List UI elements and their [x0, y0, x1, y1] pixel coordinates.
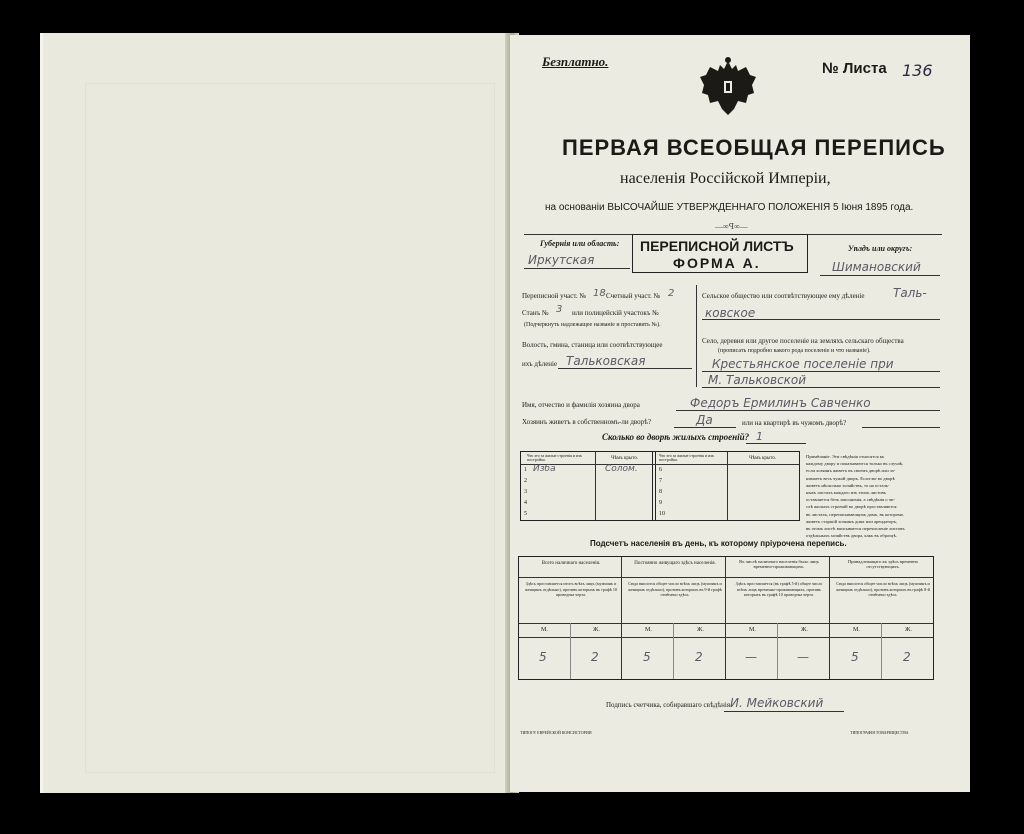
permanent-male-value: 5 — [643, 650, 651, 664]
count-unit-value: 2 — [668, 288, 675, 299]
summary-title: Подсчетъ населенія въ день, къ которому пріурочена перепись. — [590, 539, 847, 548]
summary-col-absent: Принадлежащаго къ здѣсь временно отсутствующихъ. — [847, 559, 919, 570]
buildings-row-num: 7 — [659, 478, 662, 484]
buildings-col-type: Что это за жилые строенія и ихъ постройка. — [659, 453, 715, 463]
temporary-male-value: — — [745, 650, 757, 664]
signature-label: Подпись счетчика, собиравшаго свѣдѣнія — [606, 701, 731, 709]
summary-col-permanent: Постоянно живущаго здѣсь населенія. — [634, 561, 716, 566]
volost-label-2: ихъ дѣленіе — [522, 360, 558, 368]
owner-label: Имя, отчество и фамилія хозяина двора — [522, 401, 640, 409]
volost-value: Тальковская — [566, 354, 646, 368]
buildings-row-num: 10 — [659, 511, 665, 517]
remark-line: если хозяинъ живетъ въ своемъ дворѣ или за- — [806, 468, 896, 474]
ornament-divider: —∞ꟼ∞— — [715, 222, 748, 231]
census-unit-label: Переписной участ. № — [522, 292, 587, 300]
buildings-row1-type: Изба — [533, 464, 556, 474]
buildings-col-roof: Чѣмъ крыто. — [611, 456, 639, 461]
society-label: Сельское общество или соотвѣтствующее ему дѣленіе — [702, 292, 865, 300]
buildings-col-type: Что это за жилые строенія и ихъ постройка. — [527, 453, 583, 463]
remark-line: отдѣльныхъ хозяйствъ двора, какъ въ образцѣ. — [806, 533, 897, 539]
col-female: Ж. — [593, 627, 600, 633]
remark-line: слѣ жилыхъ строеній во дворѣ проставляются — [806, 504, 897, 510]
summary-col-total: Всего наличнаго населенія. — [541, 561, 601, 566]
summary-desc-permanent: Сюда вносится общее число всѣхъ лицъ (мужчинъ и женщинъ отдѣльно), противъ которыхъ въ 9-й графѣ отмѣчено здѣсь. — [628, 581, 722, 598]
underline-note: (Подчеркнуть надлежащее названіе и проставить №). — [524, 322, 661, 328]
printer-right: ТИПОГРАФІЯ ТОВАРИЩЕСТВА — [850, 730, 909, 735]
remark-line: Примѣчаніе. Эти свѣдѣнія относятся къ — [806, 454, 885, 459]
absent-female-value: 2 — [903, 650, 911, 664]
remark-line: въ этомъ листѣ вписывается перечисленіе листовъ — [806, 526, 905, 532]
buildings-row-num: 9 — [659, 500, 662, 506]
remark-line: оставляется безъ заполненія, а свѣдѣнія о чи- — [806, 497, 895, 503]
absent-male-value: 5 — [851, 650, 859, 664]
village-label: Село, деревня или другое поселеніе на земляхъ сельскаго общества — [702, 337, 904, 345]
col-female: Ж. — [905, 627, 912, 633]
stan-label: Станъ № — [522, 309, 549, 317]
rent-label: или на квартирѣ въ чужомъ дворѣ? — [742, 419, 847, 427]
province-value: Иркутская — [528, 253, 595, 267]
legal-basis: на основаніи ВЫСОЧАЙШЕ УТВЕРЖДЕННАГО ПОЛОЖЕНІЯ 5 Іюня 1895 года. — [545, 202, 914, 213]
remark-line: каждому двору и показываются только въ случаѣ, — [806, 461, 904, 467]
form-title: ПЕРВАЯ ВСЕОБЩАЯ ПЕРЕПИСЬ — [562, 135, 946, 160]
population-summary-table — [518, 556, 934, 680]
census-form-page — [510, 35, 970, 792]
buildings-row-num: 5 — [524, 511, 527, 517]
total-female-value: 2 — [591, 650, 599, 664]
col-male: М. — [645, 627, 652, 633]
form-a-subtitle: ФОРМА А. — [673, 255, 761, 271]
district-value: Шимановский — [832, 260, 921, 274]
own-yard-value: Да — [696, 413, 713, 427]
buildings-row-num: 2 — [524, 478, 527, 484]
remark-line: ныхъ листахъ каждаго изъ этихъ листовъ — [806, 490, 886, 496]
buildings-col-roof: Чѣмъ крыто. — [749, 456, 777, 461]
buildings-row-num: 8 — [659, 489, 662, 495]
own-yard-label: Хозяинъ живетъ в собственномъ-ли дворѣ? — [522, 418, 652, 426]
printer-left: ТИПОГР. ЕВРЕЙСКОЙ КОНСИСТОРИИ — [520, 730, 592, 735]
col-male: М. — [541, 627, 548, 633]
buildings-row-num: 3 — [524, 489, 527, 495]
society-value-2: ковское — [705, 306, 756, 320]
total-male-value: 5 — [539, 650, 547, 664]
permanent-female-value: 2 — [695, 650, 703, 664]
form-a-title: ПЕРЕПИСНОЙ ЛИСТЪ — [640, 238, 794, 254]
signature-value: И. Мейковский — [730, 696, 824, 710]
buildings-row-num: 1 — [524, 467, 527, 473]
remark-line: живетъ нѣсколько хозяйствъ, то на осталь- — [806, 482, 890, 488]
owner-value: Федоръ Ермилинъ Савченко — [690, 396, 871, 410]
summary-desc-temporary: Здѣсь проставляется (въ графѣ 5-й) общее число всѣхъ лицъ временно-проживающихъ, противъ которыхъ въ графѣ 10 проведена черта. — [735, 581, 823, 598]
free-label: Безплатно. — [542, 54, 609, 69]
village-note: (прописать подробно какого рода поселеніе и что названіе). — [718, 348, 871, 354]
district-label: Уѣздъ или округъ: — [848, 244, 913, 253]
count-unit-label: Счетный участ. № — [606, 292, 661, 300]
col-male: М. — [853, 627, 860, 633]
col-male: М. — [749, 627, 756, 633]
summary-desc-absent: Сюда вносится общее число всѣхъ лицъ (мужчинъ и женщинъ отдѣльно), противъ которыхъ въ графѣ 8-й отмѣчено здѣсь. — [836, 581, 930, 598]
buildings-row-num: 6 — [659, 467, 662, 473]
summary-col-temporary: Въ числѣ наличнаго населенія было лицъ временно-проживающихъ. — [739, 559, 819, 570]
col-female: Ж. — [697, 627, 704, 633]
temporary-female-value: — — [797, 650, 809, 664]
houses-value: 1 — [756, 430, 763, 443]
form-subtitle: населенія Россійской Имперіи, — [620, 170, 831, 187]
remark-line: живетъ старшій хозяинъ дома или арендаторъ, — [806, 518, 898, 524]
buildings-row-num: 4 — [524, 500, 527, 506]
col-female: Ж. — [801, 627, 808, 633]
buildings-table-left — [520, 451, 656, 521]
sheet-number-value: 136 — [902, 61, 933, 80]
buildings-table-right — [652, 451, 800, 521]
census-unit-value: 18 — [593, 288, 606, 299]
police-label: или полицейскій участокъ № — [572, 309, 659, 317]
imperial-eagle-emblem — [698, 55, 758, 121]
left-page — [40, 33, 514, 793]
remark-note — [806, 453, 944, 539]
houses-label: Сколько во дворѣ жилыхъ строеній? — [602, 432, 750, 442]
village-value-1: Крестьянское поселеніе при — [712, 357, 894, 371]
remark-line: въ листахъ, переписывающихъ домъ, въ которомъ — [806, 511, 904, 517]
buildings-row1-roof: Солом. — [605, 464, 638, 474]
volost-label: Волость, гмина, станица или соотвѣтствующее — [522, 341, 663, 349]
summary-desc-total: Здѣсь проставляется итогъ всѣхъ лицъ (мужчинъ и женщинъ отдѣльно), противъ которыхъ въ графѣ 10 проведена черта. — [524, 581, 618, 598]
sheet-number-label: № Листа — [822, 60, 887, 77]
society-value-1: Таль- — [893, 286, 927, 300]
village-value-2: М. Тальковской — [708, 373, 807, 387]
province-label: Губернія или область: — [540, 239, 620, 248]
stan-value: 3 — [556, 304, 563, 315]
remark-line: нимаетъ весь чужой дворъ. Если-же во дворѣ — [806, 475, 895, 481]
